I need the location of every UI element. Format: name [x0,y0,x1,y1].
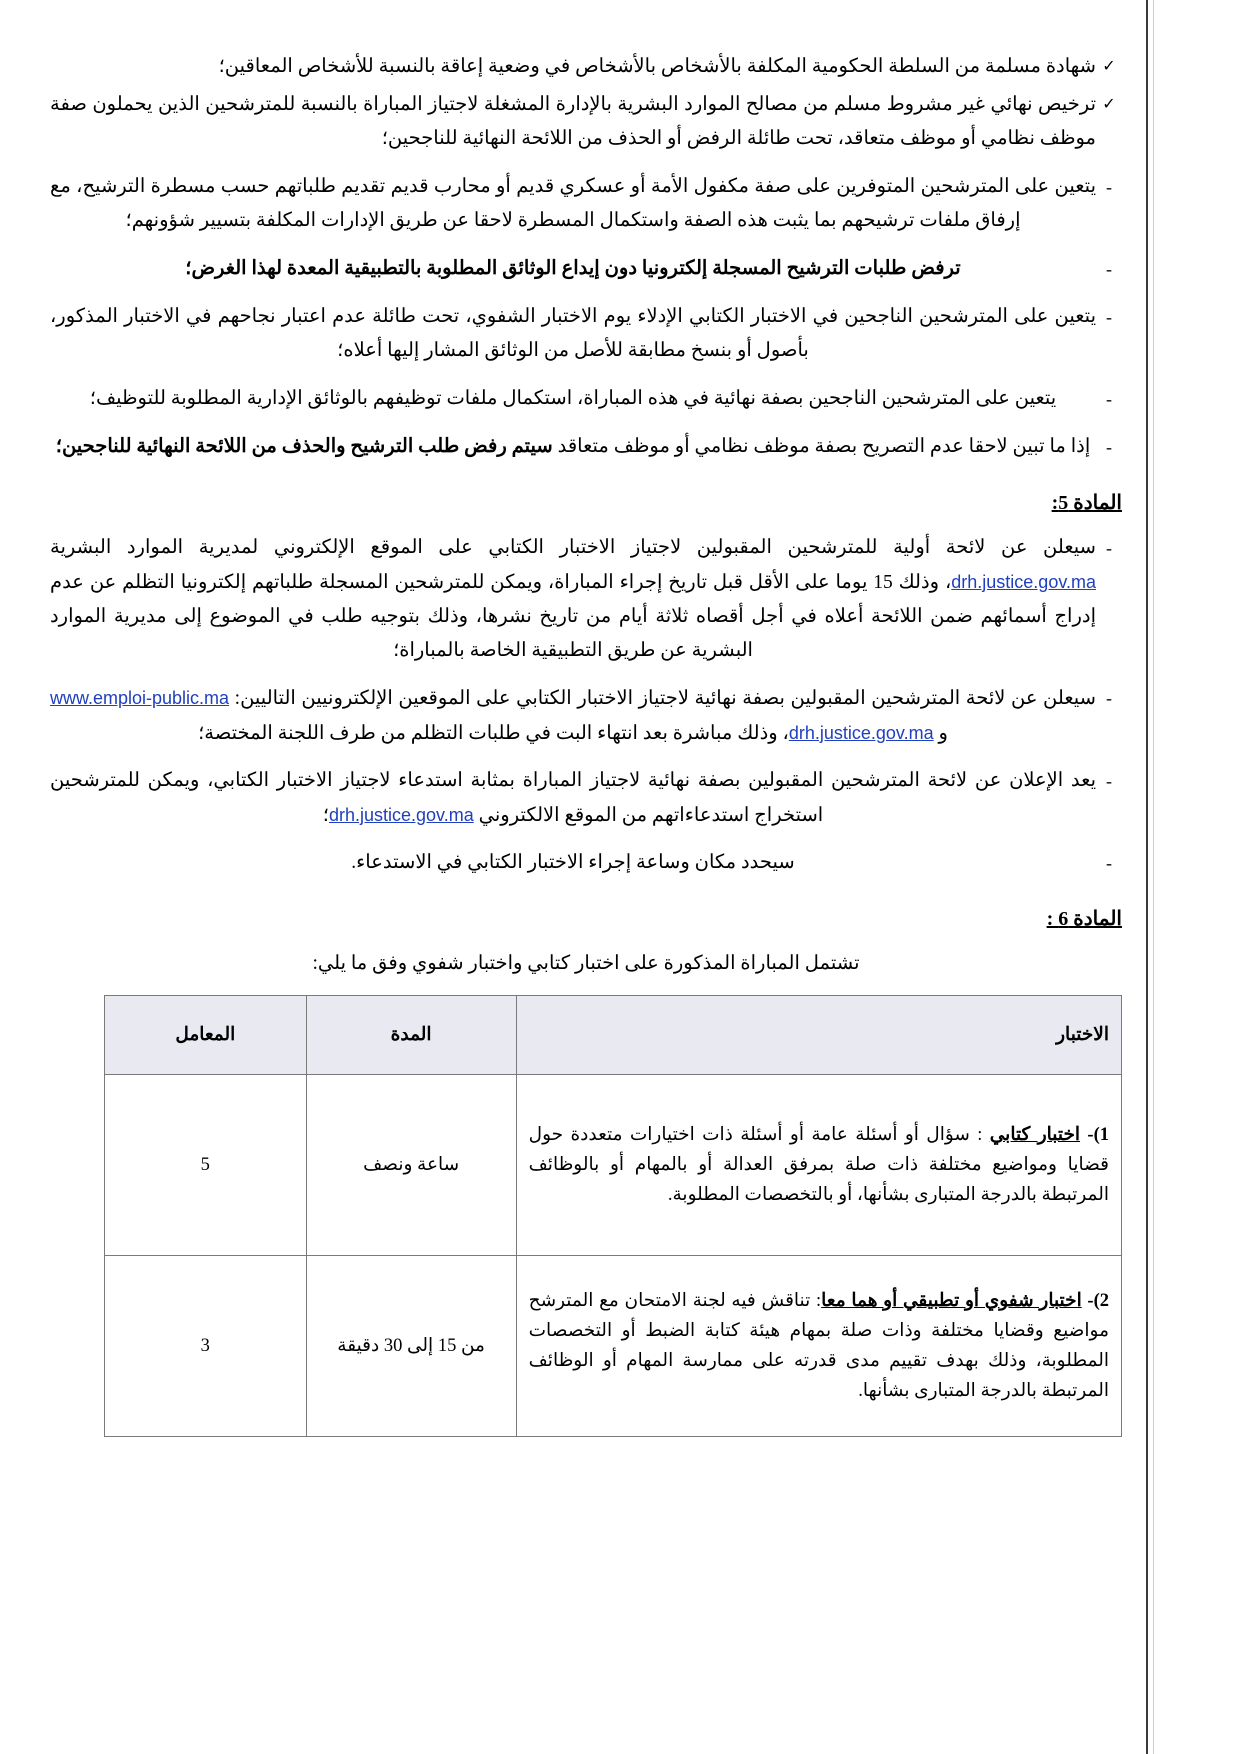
list-item-text: شهادة مسلمة من السلطة الحكومية المكلفة بالأشخاص بالأشخاص في وضعية إعاقة بالنسبة للأشخاص المعاقين؛ [218,56,1096,77]
list-item-text [50,764,1096,833]
dash-marker: - [1106,688,1112,708]
table-cell-duration: من 15 إلى 30 دقيقة [306,1256,516,1437]
exam-body: : سؤال أو أسئلة عامة أو أسئلة ذات اختيارات متعددة حول قضايا ومواضيع مختلفة ذات صلة بمرفق العدالة أو بالمهام أو بالوظائف المرتبطة بالدرجة المتبارى بشأنها، أو بالتخصصات المطلوبة. [528,1125,1109,1205]
link-drh-justice[interactable]: drh.justice.gov.ma [951,572,1096,592]
exam-number: 1)- [1080,1125,1109,1145]
dash-marker: - [1106,307,1112,327]
list-item [50,681,1122,751]
list-item-text-prefix: إذا ما تبين لاحقا عدم التصريح بصفة موظف نظامي أو موظف متعاقد [552,436,1091,457]
list-item-text: سيحدد مكان وساعة إجراء الاختبار الكتابي في الاستدعاء. [351,852,795,873]
exam-title: اختبار كتابي [989,1125,1081,1145]
exam-title: اختبار شفوي أو تطبيقي أو هما معا [821,1291,1082,1311]
exam-number: 2)- [1081,1291,1109,1311]
table-header-coefficient: المعامل [105,996,307,1075]
article-5-heading: المادة 5: [1051,492,1122,514]
table-header-duration: المدة [306,996,516,1075]
dash-marker: - [1106,177,1112,197]
list-item [50,170,1122,238]
list-item-text: يتعين على المترشحين الناجحين في الاختبار الكتابي الإدلاء يوم الاختبار الشفوي، تحت طائلة عدم اعتبار نجاحهم في الاختبار المذكور، بأصول أو بنسخ مطابقة للأصل من الوثائق المشار إليها أعلاه؛ [50,306,1096,361]
document-content [50,50,1122,1437]
list-item-text [50,681,1096,751]
list-item [50,300,1122,368]
exam-table [104,995,1122,1437]
table-header-exam: الاختبار [516,996,1121,1075]
link-drh-justice[interactable]: drh.justice.gov.ma [328,805,474,825]
list-item [50,764,1122,833]
list-item-text-emphasis: سيتم رفض طلب الترشيح والحذف من اللائحة النهائية للناجحين؛ [55,436,553,457]
list-item-text: ترفض طلبات الترشيح المسجلة إلكترونيا دون إيداع الوثائق المطلوبة بالتطبيقية المعدة لهذا الغرض؛ [185,258,961,279]
text-segment: سيعلن عن لائحة أولية للمترشحين المقبولين لاجتياز الاختبار الكتابي على الموقع الإلكتروني لمديرية الموارد البشرية [50,537,1096,558]
list-item [50,252,1122,286]
exam-body: : تناقش فيه لجنة الامتحان مع المترشح مواضيع وقضايا مختلفة وذات صلة بمهام هيئة كتابة الضبط أو التخصصات المطلوبة، وذلك بهدف تقييم مدى قدرته على ممارسة المهام أو الوظائف المرتبطة بالدرجة المتبارى بشأنها. [528,1291,1109,1401]
list-item-text [50,430,1096,464]
table-row [105,1256,1122,1437]
link-emploi-public[interactable]: www.emploi-public.ma [50,688,230,708]
table-header-row [105,996,1122,1075]
dash-marker: - [1106,259,1112,279]
text-segment: ، وذلك مباشرة بعد انتهاء البت في طلبات التظلم من طرف اللجنة المختصة؛ [198,723,789,744]
scan-edge-line [1146,0,1148,1754]
list-item [50,531,1122,668]
table-cell-exam [516,1075,1121,1256]
link-drh-justice[interactable]: drh.justice.gov.ma [788,723,934,743]
dash-marker: - [1106,538,1112,558]
article-6-intro: تشتمل المباراة المذكورة على اختبار كتابي واختبار شفوي وفق ما يلي: [312,953,860,974]
dash-marker: - [1106,437,1112,457]
list-item [50,88,1122,156]
list-item-text: يتعين على المترشحين الناجحين بصفة نهائية في هذه المباراة، استكمال ملفات توظيفهم بالوثائق الإدارية المطلوبة للتوظيف؛ [89,388,1057,409]
list-item-text [50,531,1096,668]
list-item-text: يتعين على المترشحين المتوفرين على صفة مكفول الأمة أو عسكري قديم أو محارب قديم تقديم طلباتهم حسب مسطرة الترشيح، مع إرفاق ملفات ترشيحهم بما يثبت هذه الصفة واستكمال المسطرة لاحقا عن طريق الإدارات المكلفة بتسيير شؤونهم؛ [50,176,1096,231]
list-item-text: ترخيص نهائي غير مشروط مسلم من مصالح الموارد البشرية بالإدارة المشغلة لاجتياز المباراة بالنسبة للمترشحين الذين يحملون صفة موظف نظامي أو موظف متعاقد، تحت طائلة الرفض أو الحذف من اللائحة النهائية للناجحين؛ [50,94,1096,149]
table-cell-coefficient: 5 [105,1075,307,1256]
list-item [50,846,1122,880]
text-segment: و [933,723,948,744]
text-segment: سيعلن عن لائحة المترشحين المقبولين بصفة نهائية لاجتياز الاختبار الكتابي على الموقعين الإلكترونيين التاليين: [229,688,1096,709]
text-segment: ؛ [322,805,329,826]
text-segment: ، وذلك 15 يوما على الأقل قبل تاريخ إجراء المباراة، ويمكن للمترشحين المسجلة طلباتهم إلكترونيا التظلم عن عدم إدراج أسمائهم ضمن اللائحة أعلاه في أجل أقصاه ثلاثة أيام من تاريخ نشرها، وذلك بتوجيه طلب في الموضوع إلى مديرية الموارد البشرية عن طريق التطبيقية الخاصة بالمباراة؛ [50,572,1096,661]
list-item [50,430,1122,464]
list-item [50,50,1122,84]
article-6-heading: المادة 6 : [1046,908,1122,930]
table-cell-duration: ساعة ونصف [306,1075,516,1256]
list-item [50,382,1122,416]
scan-edge-shadow [1153,0,1154,1754]
dash-marker: - [1106,853,1112,873]
check-marker: ✓ [1102,58,1116,75]
dash-marker: - [1106,771,1112,791]
dash-marker: - [1106,389,1112,409]
table-cell-coefficient: 3 [105,1256,307,1437]
table-cell-exam [516,1256,1121,1437]
text-segment: يعد الإعلان عن لائحة المترشحين المقبولين بصفة نهائية لاجتياز المباراة بمثابة استدعاء لاجتياز الاختبار الكتابي، ويمكن للمترشحين استخراج استدعاءاتهم من الموقع الالكتروني [50,770,1096,826]
table-row [105,1075,1122,1256]
check-marker: ✓ [1102,96,1116,113]
